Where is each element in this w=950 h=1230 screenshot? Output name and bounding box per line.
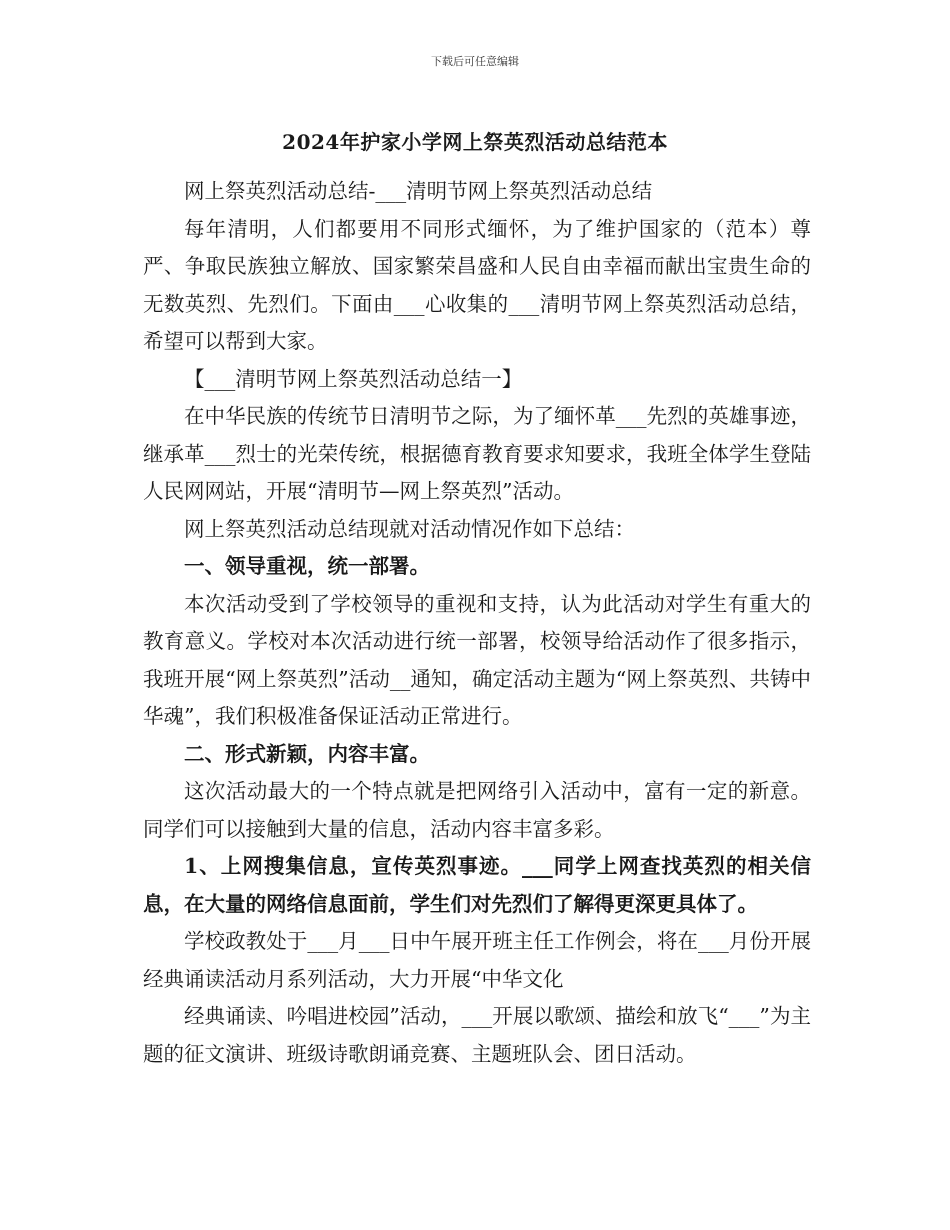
section-heading: 二、形式新颖，内容丰富。 bbox=[184, 741, 430, 766]
paragraph: 本次活动受到了学校领导的重视和支持，认为此活动对学生有重大的教育意义。学校对本次活动进行统一部署，校领导给活动作了很多指示，我班开展“网上祭英烈”活动__通知，确定活动主题为“网上祭英烈、共铸中华魂”，我们积极准备保证活动正常进行。 bbox=[143, 591, 811, 728]
paragraph: 在中华民族的传统节日清明节之际，为了缅怀革___先烈的英雄事迹，继承革___烈士的光荣传统，根据德育教育要求知要求，我班全体学生登陆人民网网站，开展“清明节—网上祭英烈”活动。 bbox=[143, 404, 811, 503]
paragraph: 每年清明，人们都要用不同形式缅怀，为了维护国家的（范本）尊严、争取民族独立解放、国家繁荣昌盛和人民自由幸福而献出宝贵生命的无数英烈、先烈们。下面由___心收集的___清明节网上祭英烈活动总结，希望可以帮到大家。 bbox=[143, 216, 811, 353]
document-title: 2024年护家小学网上祭英烈活动总结范本 bbox=[282, 130, 668, 154]
paragraph: 网上祭英烈活动总结-___清明节网上祭英烈活动总结 bbox=[184, 179, 653, 203]
section-heading: 一、领导重视，统一部署。 bbox=[184, 554, 430, 578]
header-note: 下载后可任意编辑 bbox=[431, 55, 519, 68]
paragraph: 经典诵读、吟唱进校园”活动，___开展以歌颂、描绘和放飞“___”为主题的征文演讲、班级诗歌朗诵竞赛、主题班队会、团日活动。 bbox=[143, 1004, 811, 1066]
paragraph: 学校政教处于___月___日中午展开班主任工作例会，将在___月份开展经典诵读活动月系列活动，大力开展“中华文化 bbox=[143, 929, 811, 991]
paragraph: 这次活动最大的一个特点就是把网络引入活动中，富有一定的新意。同学们可以接触到大量的信息，活动内容丰富多彩。 bbox=[143, 779, 811, 841]
paragraph: 【___清明节网上祭英烈活动总结一】 bbox=[184, 366, 523, 391]
document-body bbox=[143, 173, 811, 1073]
paragraph: 网上祭英烈活动总结现就对活动情况作如下总结： bbox=[184, 516, 635, 541]
bold-paragraph: 1、上网搜集信息，宣传英烈事迹。___同学上网查找英烈的相关信息，在大量的网络信息面前，学生们对先烈们了解得更深更具体了。 bbox=[143, 854, 811, 916]
